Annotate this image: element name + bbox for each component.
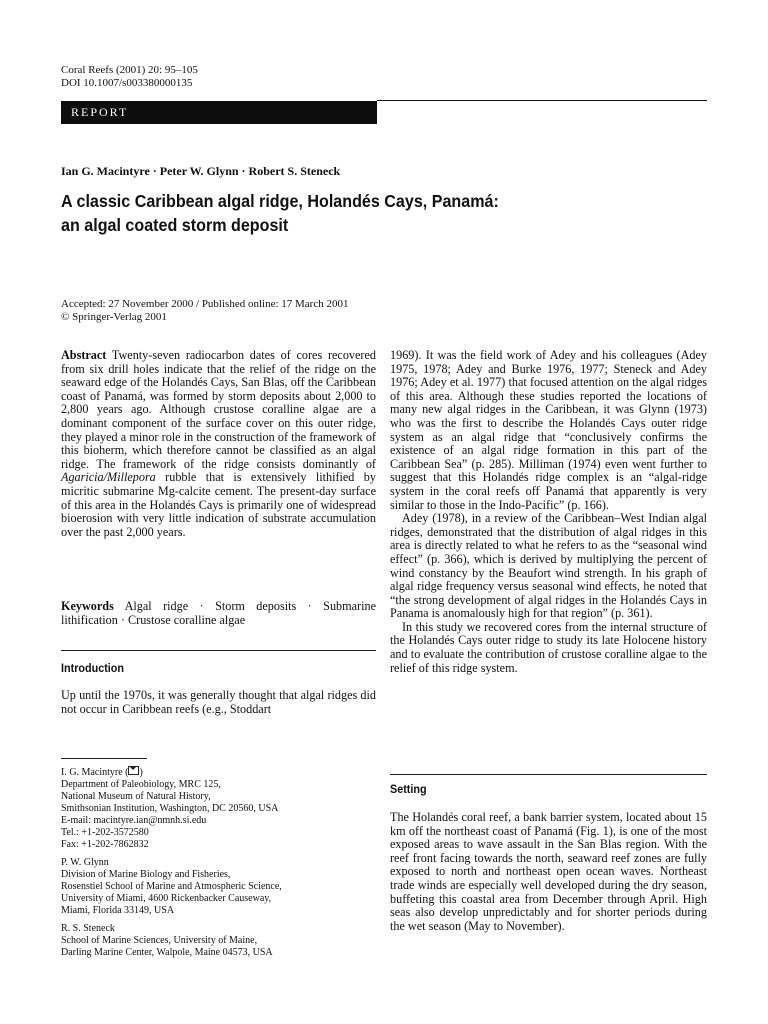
affil1-line: Smithsonian Institution, Washington, DC 20560, USA (61, 803, 279, 814)
affil3-line: R. S. Steneck (61, 923, 115, 934)
setting-rule (390, 774, 707, 775)
affil1-email: E-mail: macintyre.ian@nmnh.si.edu (61, 815, 207, 826)
affiliation-rule (61, 758, 147, 759)
journal-line: Coral Reefs (2001) 20: 95–105 (61, 64, 198, 76)
affiliation-2 (61, 857, 376, 917)
affil2-line: University of Miami, 4600 Rickenbacker Causeway, (61, 893, 272, 904)
affil1-line: National Museum of Natural History, (61, 791, 211, 802)
abstract-italic: Agaricia/Millepora (61, 470, 156, 485)
affiliation-1 (61, 766, 376, 851)
affil2-line: Division of Marine Biology and Fisheries, (61, 869, 231, 880)
affil3-line: Darling Marine Center, Walpole, Maine 04573, USA (61, 947, 273, 958)
title-line-2: an algal coated storm deposit (61, 215, 289, 235)
envelope-icon (128, 766, 139, 775)
introduction-rule (61, 650, 376, 651)
title-line-1: A classic Caribbean algal ridge, Holandés Cays, Panamá: (61, 191, 499, 211)
setting-text: The Holandés coral reef, a bank barrier system, located about 15 km off the northeast coast of Panamá (Fig. 1), is one of the most exposed areas to wave assault in the San Blas region. With the reef front facing towards the north, seaward reef zones are fully exposed to north and northeast open ocean waves. Northeast trade winds are especially well developed during the dry season, buffeting this coastal area from December through April. High seas also develop unpredictably and for shorter periods during the wet season (May to November). (390, 810, 707, 933)
abstract-text-1: Twenty-seven radiocarbon dates of cores recovered from six drill holes indicate that the relief of the ridge on the seaward edge of the Holandés Cays, San Blas, off the Caribbean coast of Panamá, was formed by storm deposits about 2,000 to 2,800 years ago. Although crustose coralline algae are a dominant component of the surface cover on this outer ridge, they played a minor role in the construction of the framework of this bioherm, which therefore cannot be classified as an algal ridge. The framework of the ridge consists dominantly of (61, 348, 376, 471)
introduction-text: Up until the 1970s, it was generally thought that algal ridges did not occur in Caribbean reefs (e.g., Stoddart (61, 688, 376, 716)
affil1-fax: Fax: +1-202-7862832 (61, 839, 149, 850)
introduction-heading: Introduction (61, 661, 124, 675)
paragraph: Adey (1978), in a review of the Caribbean–West Indian algal ridges, demonstrated that the distribution of algal ridges in this area is directly related to what he refers to as the “seasonal wind effect” (p. 366), which is derived by multiplying the percent of wind constancy by the Beaufort wind strength. In his graph of algal ridge frequency versus seasonal wind effects, he noted that “the strong development of algal ridges in the Holandés Cays in Panama is anomalously high for that region” (p. 361). (390, 511, 707, 621)
paragraph: 1969). It was the field work of Adey and his colleagues (Adey 1975, 1978; Adey and Burke 1976, 1977; Steneck and Adey 1976; Adey et al. 1977) that focused attention on the algal ridges of this area. Although these studies reported the locations of many new algal ridges in the Caribbean, it was Glynn (1973) who was the first to describe the Holandés Cays outer ridge system as an algal ridge that “conclusively confirms the existence of an algal ridge formation in this part of the Caribbean Sea” (p. 285). Milliman (1974) even went further to suggest that this Holandés ridge complex is an “algal-ridge system in the coral reefs off Panamá that apparently is very similar to those in the Indo-Pacific” (p. 166). (390, 348, 707, 512)
right-column-text (390, 349, 707, 675)
section-label-bar: REPORT (61, 101, 377, 124)
author1-name-end: ) (139, 767, 143, 778)
article-title (61, 189, 650, 237)
doi-line: DOI 10.1007/s003380000135 (61, 77, 193, 89)
abstract (61, 349, 376, 539)
header-rule (377, 100, 707, 101)
setting-heading: Setting (390, 782, 427, 796)
keywords (61, 600, 376, 627)
dates-line: Accepted: 27 November 2000 / Published online: 17 March 2001 (61, 298, 349, 310)
affil3-line: School of Marine Sciences, University of Maine, (61, 935, 258, 946)
authors: Ian G. Macintyre · Peter W. Glynn · Robert S. Steneck (61, 164, 341, 178)
abstract-text-2: rubble that is extensively lithified by micritic submarine Mg-calcite cement. The present-day surface of this area in the Holandés Cays is primarily one of widespread bioerosion with very little indication of substrate accumulation over the past 2,000 years. (61, 470, 376, 539)
keywords-text: Algal ridge · Storm deposits · Submarine lithification · Crustose coralline algae (61, 599, 376, 627)
affiliation-3 (61, 923, 376, 959)
affil1-line: Department of Paleobiology, MRC 125, (61, 779, 221, 790)
journal-citation (61, 64, 198, 90)
affil2-line: P. W. Glynn (61, 857, 109, 868)
affil2-line: Rosenstiel School of Marine and Atmospheric Science, (61, 881, 282, 892)
affil2-line: Miami, Florida 33149, USA (61, 905, 175, 916)
abstract-label: Abstract (61, 348, 107, 362)
paragraph: In this study we recovered cores from the internal structure of the Holandés Cays outer ridge to study its late Holocene history and to evaluate the contribution of crustose coralline algae to the relief of this ridge system. (390, 619, 707, 675)
keywords-label: Keywords (61, 599, 114, 613)
affiliations (61, 766, 376, 965)
publication-dates (61, 298, 348, 324)
affil1-tel: Tel.: +1-202-3572580 (61, 827, 149, 838)
author1-name: I. G. Macintyre ( (61, 767, 129, 778)
copyright-line: © Springer-Verlag 2001 (61, 311, 167, 323)
